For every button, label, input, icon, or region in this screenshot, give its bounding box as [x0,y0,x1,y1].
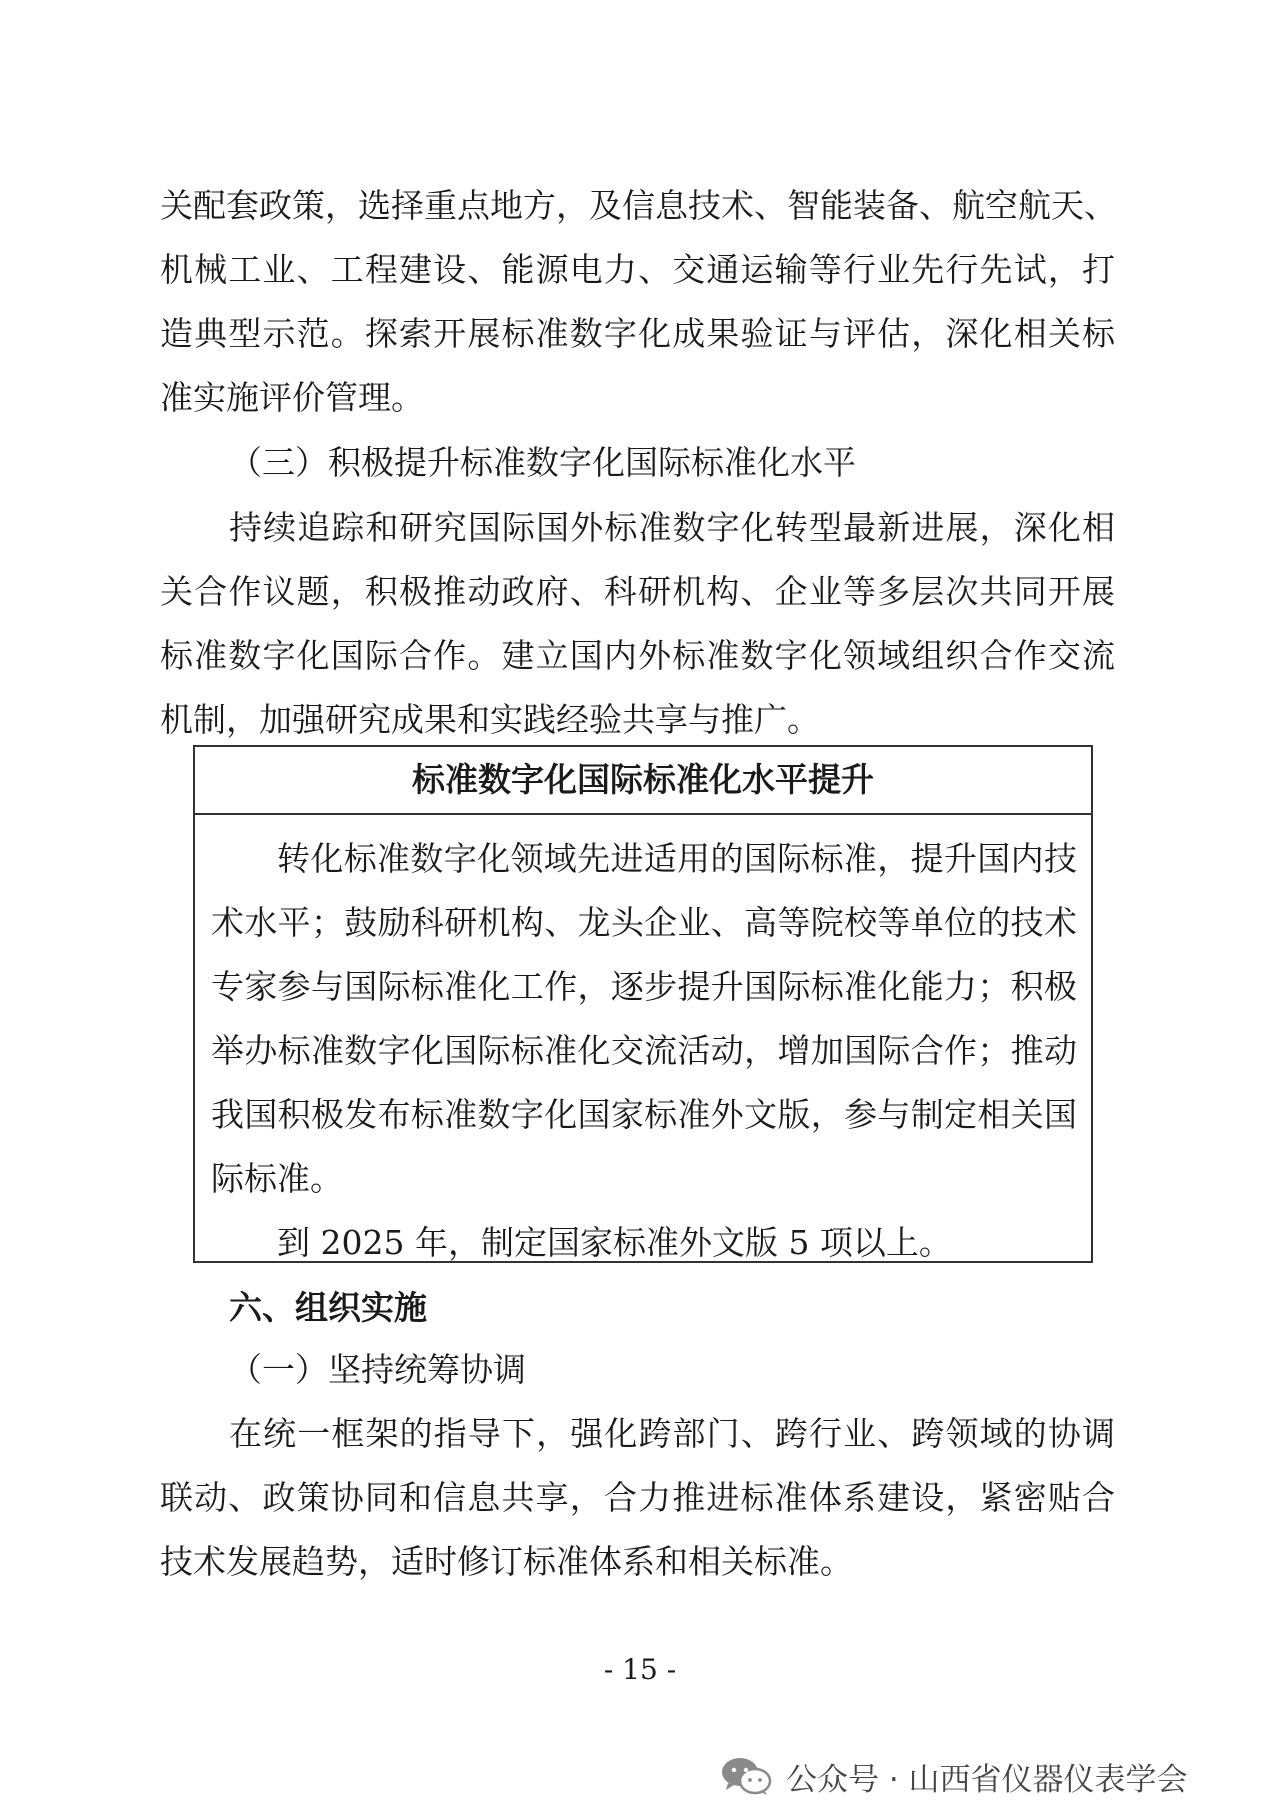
paragraph-line: 联动、政策协同和信息共享，合力推进标准体系建设，紧密贴合 [160,1478,1115,1517]
callout-box-header [195,747,1091,815]
paragraph-line: 关配套政策，选择重点地方，及信息技术、智能装备、航空航天、 [160,186,1117,225]
paragraph-line: 造典型示范。探索开展标准数字化成果验证与评估，深化相关标 [160,314,1115,353]
callout-line: 专家参与国际标准化工作，逐步提升国际标准化能力；积极 [211,967,1077,1006]
paragraph-line: 关合作议题，积极推动政府、科研机构、企业等多层次共同开展 [160,572,1115,611]
callout-line: 到 2025 年，制定国家标准外文版 5 项以上。 [277,1223,952,1262]
callout-line: 转化标准数字化领域先进适用的国际标准，提升国内技 [277,839,1077,878]
paragraph-line: 技术发展趋势，适时修订标准体系和相关标准。 [160,1542,853,1581]
callout-line: 术水平；鼓励科研机构、龙头企业、高等院校等单位的技术 [211,903,1077,942]
subsection-heading: （一）坚持统筹协调 [229,1350,526,1389]
watermark [720,1756,1188,1796]
callout-box-title: 标准数字化国际标准化水平提升 [412,760,874,799]
paragraph-line: 在统一框架的指导下，强化跨部门、跨行业、跨领域的协调 [229,1414,1115,1453]
paragraph-line: 标准数字化国际合作。建立国内外标准数字化领域组织合作交流 [160,636,1115,675]
paragraph-line: 准实施评价管理。 [160,378,424,417]
callout-line: 我国积极发布标准数字化国家标准外文版，参与制定相关国 [211,1095,1077,1134]
paragraph-line: 机械工业、工程建设、能源电力、交通运输等行业先行先试，打 [160,250,1115,289]
section-heading: （三）积极提升标准数字化国际标准化水平 [229,443,856,482]
paragraph-line: 持续追踪和研究国际国外标准数字化转型最新进展，深化相 [229,508,1115,547]
paragraph-line: 机制，加强研究成果和实践经验共享与推广。 [160,700,820,739]
watermark-text: 公众号 · 山西省仪器仪表学会 [786,1761,1188,1798]
page-number: - 15 - [603,1653,677,1686]
callout-line: 举办标准数字化国际标准化交流活动，增加国际合作；推动 [211,1031,1077,1070]
wechat-icon [720,1756,772,1796]
callout-line: 际标准。 [211,1159,343,1198]
chapter-heading: 六、组织实施 [229,1288,427,1327]
callout-box [193,745,1093,1263]
